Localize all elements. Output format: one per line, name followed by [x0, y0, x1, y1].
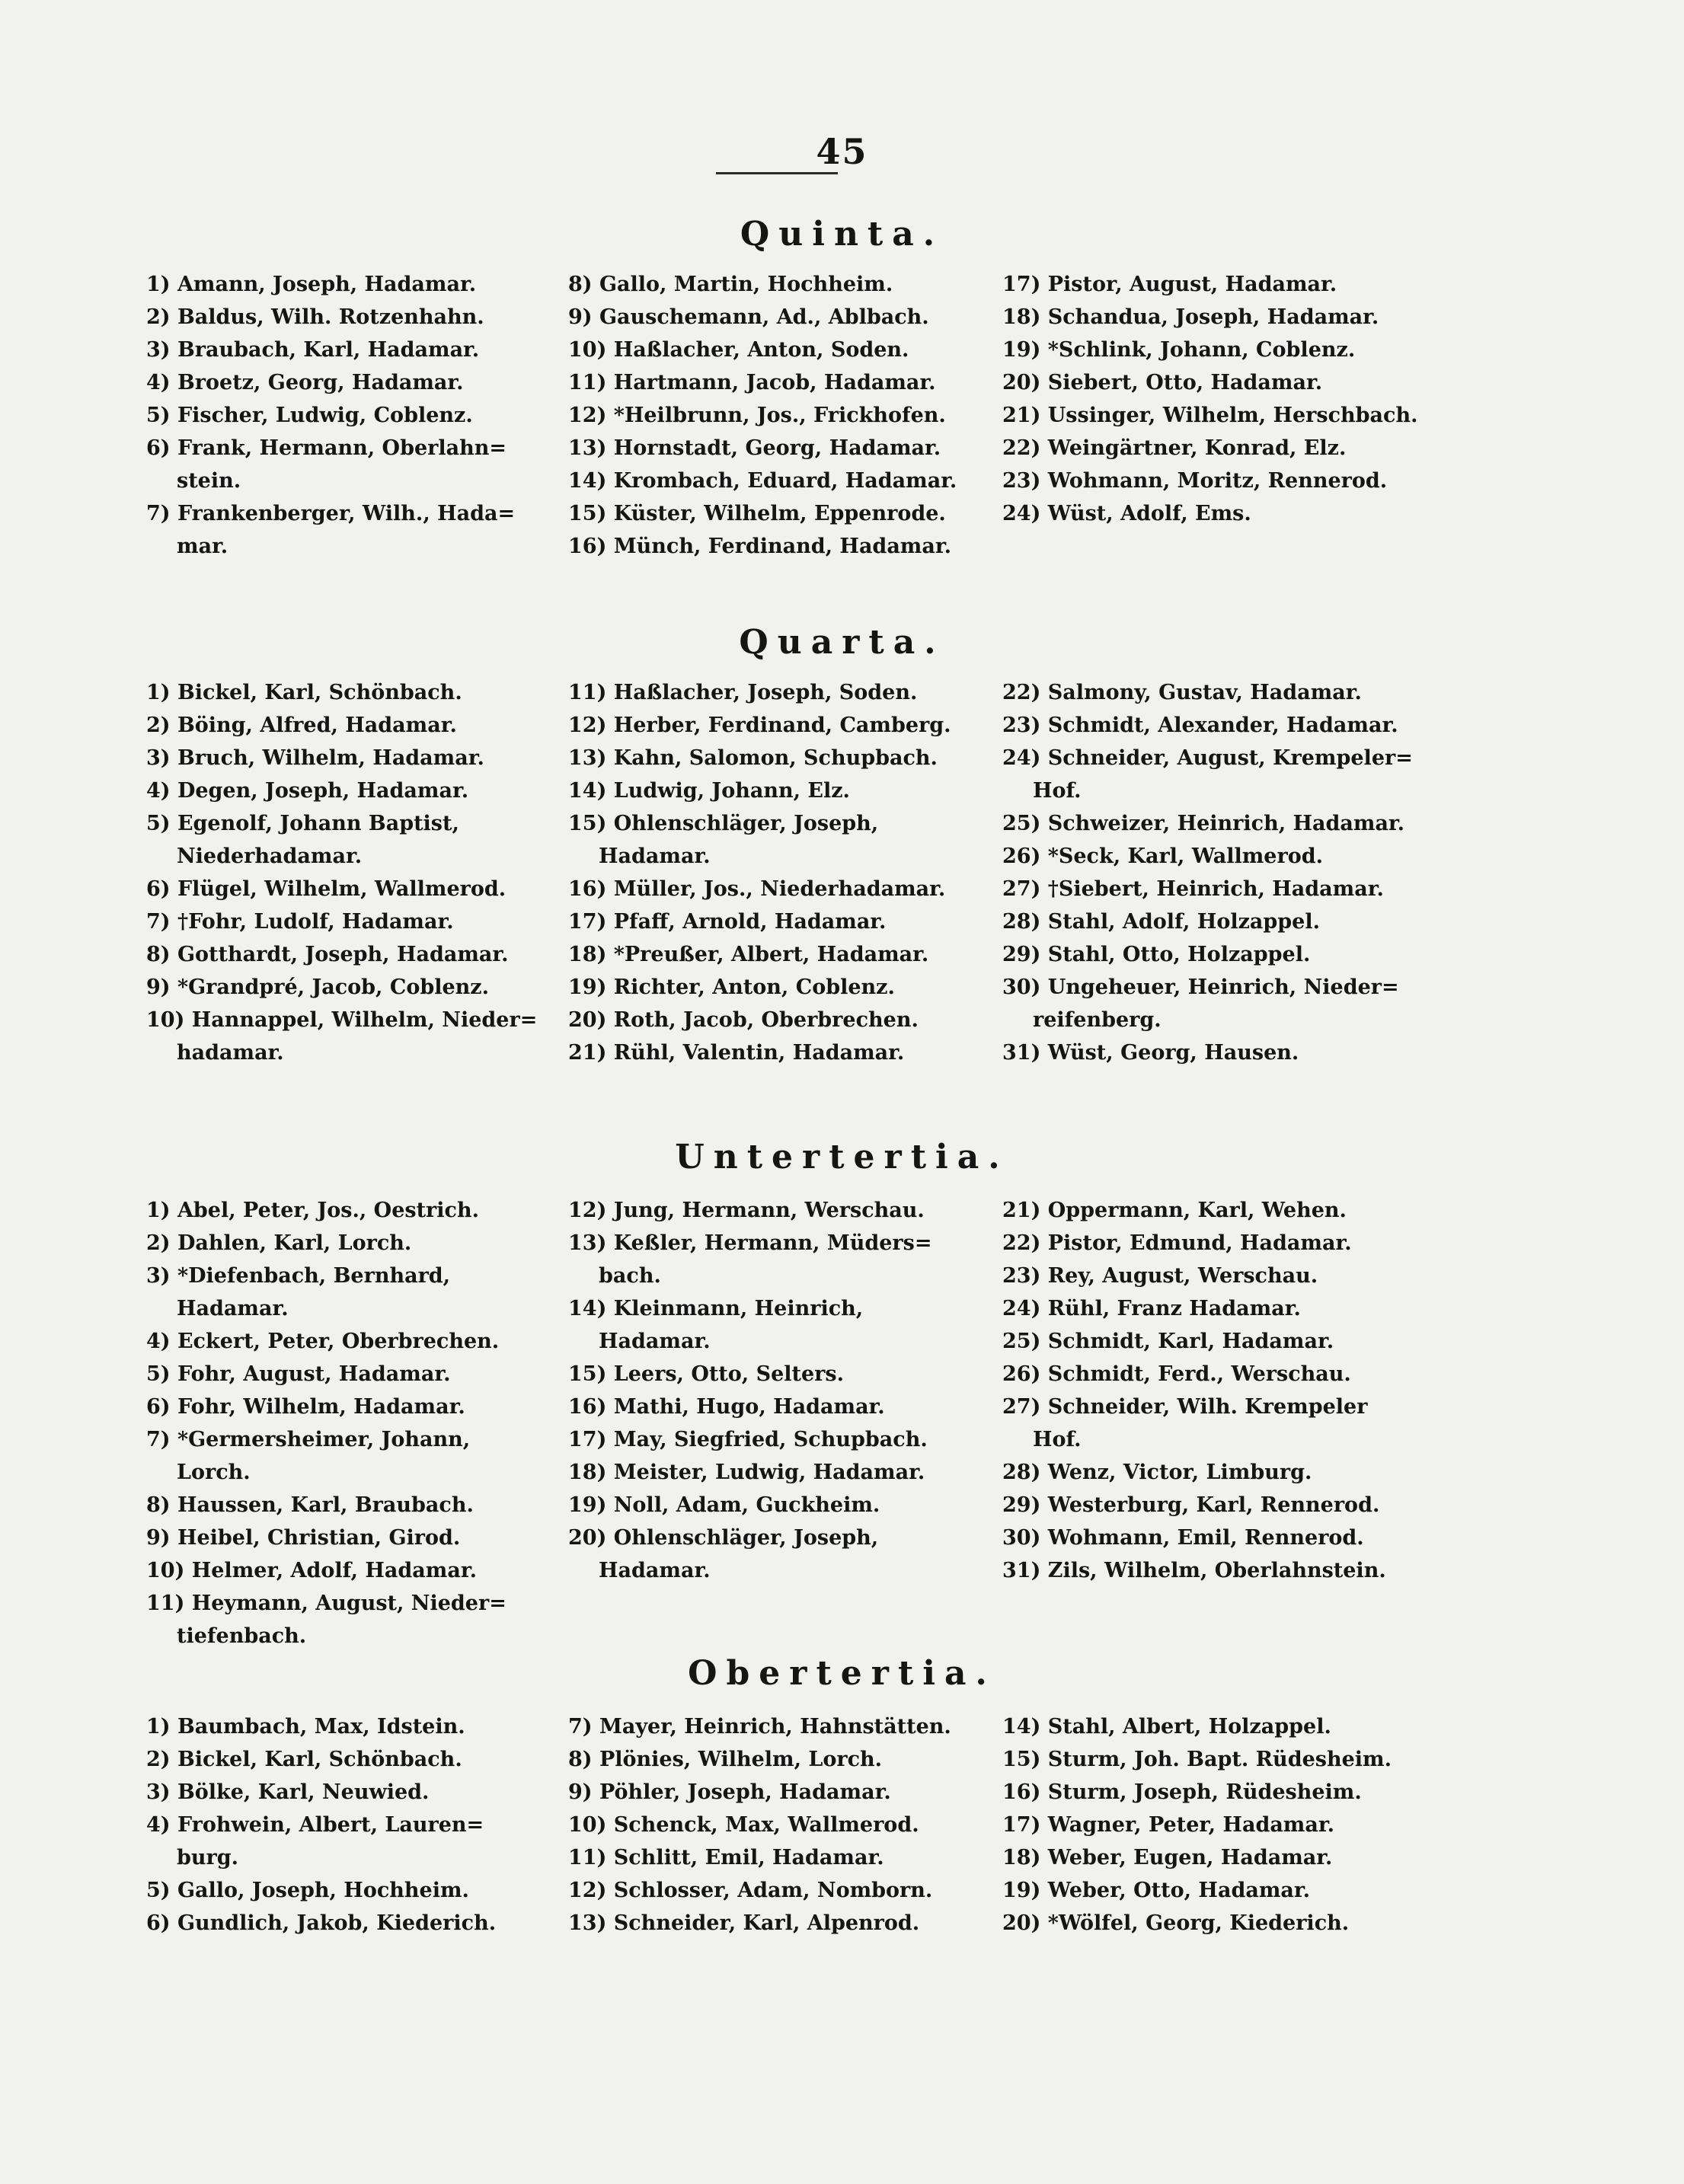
list-item: 31) Zils, Wilhelm, Oberlahnstein.: [1002, 1559, 1386, 1582]
list-item: 30) Ungeheuer, Heinrich, Nieder=: [1002, 975, 1399, 999]
list-item: 16) Mathi, Hugo, Hadamar.: [568, 1395, 885, 1419]
list-item-continuation: Lorch.: [177, 1461, 251, 1484]
list-item: 3) *Diefenbach, Bernhard,: [146, 1264, 451, 1288]
list-item: 26) Schmidt, Ferd., Werschau.: [1002, 1362, 1351, 1386]
list-item-continuation: reifenberg.: [1033, 1008, 1162, 1032]
list-item: 12) Schlosser, Adam, Nomborn.: [568, 1879, 933, 1902]
list-item: 15) Sturm, Joh. Bapt. Rüdesheim.: [1002, 1748, 1392, 1771]
list-item-continuation: burg.: [177, 1846, 239, 1869]
list-item: 28) Wenz, Victor, Limburg.: [1002, 1461, 1312, 1484]
list-item: 21) Oppermann, Karl, Wehen.: [1002, 1199, 1347, 1222]
list-item: 29) Westerburg, Karl, Rennerod.: [1002, 1493, 1380, 1517]
list-item: 14) Kleinmann, Heinrich,: [568, 1297, 864, 1320]
list-item: 5) Egenolf, Johann Baptist,: [146, 812, 459, 835]
list-item: 18) *Preußer, Albert, Hadamar.: [568, 943, 929, 966]
list-item: 4) Broetz, Georg, Hadamar.: [146, 371, 464, 394]
list-item: 26) *Seck, Karl, Wallmerod.: [1002, 845, 1323, 868]
list-item: 5) Gallo, Joseph, Hochheim.: [146, 1879, 469, 1902]
list-item: 17) May, Siegfried, Schupbach.: [568, 1428, 928, 1451]
list-item: 16) Sturm, Joseph, Rüdesheim.: [1002, 1780, 1362, 1804]
list-item: 11) Hartmann, Jacob, Hadamar.: [568, 371, 936, 394]
page-number: 45: [816, 131, 868, 172]
list-item-continuation: mar.: [177, 535, 228, 558]
list-item: 19) Richter, Anton, Coblenz.: [568, 975, 895, 999]
list-item-continuation: Niederhadamar.: [177, 845, 363, 868]
list-item: 12) Herber, Ferdinand, Camberg.: [568, 714, 951, 737]
obertertia-column-2: [565, 1710, 1022, 1940]
list-item: 16) Müller, Jos., Niederhadamar.: [568, 877, 946, 901]
list-item: 21) Ussinger, Wilhelm, Herschbach.: [1002, 404, 1418, 427]
untertertia-column-3: [999, 1194, 1456, 1587]
list-item-continuation: Hadamar.: [177, 1297, 289, 1320]
list-item-continuation: tiefenbach.: [177, 1624, 307, 1648]
list-item: 11) Schlitt, Emil, Hadamar.: [568, 1846, 884, 1869]
list-item: 1) Amann, Joseph, Hadamar.: [146, 273, 477, 296]
list-item-continuation: Hof.: [1033, 1428, 1082, 1451]
obertertia-column-3: [999, 1710, 1456, 1940]
list-item: 7) Frankenberger, Wilh., Hada=: [146, 502, 516, 525]
list-item: 23) Wohmann, Moritz, Rennerod.: [1002, 469, 1388, 493]
list-item: 9) Gauschemann, Ad., Ablbach.: [568, 305, 929, 329]
list-item: 9) Heibel, Christian, Girod.: [146, 1526, 461, 1550]
list-item: 27) Schneider, Wilh. Krempeler: [1002, 1395, 1368, 1419]
list-item: 30) Wohmann, Emil, Rennerod.: [1002, 1526, 1364, 1550]
list-item: 19) Weber, Otto, Hadamar.: [1002, 1879, 1311, 1902]
list-item: 7) †Fohr, Ludolf, Hadamar.: [146, 910, 454, 934]
list-item: 29) Stahl, Otto, Holzappel.: [1002, 943, 1311, 966]
list-item: 13) Keßler, Hermann, Müders=: [568, 1231, 932, 1255]
list-item: 24) Schneider, August, Krempeler=: [1002, 746, 1413, 770]
quarta-column-2: [565, 676, 1022, 1069]
list-item: 5) Fischer, Ludwig, Coblenz.: [146, 404, 473, 427]
list-item: 13) Kahn, Salomon, Schupbach.: [568, 746, 938, 770]
section-title-quinta: Quinta.: [740, 215, 944, 254]
untertertia-column-2: [565, 1194, 1022, 1587]
list-item: 2) Dahlen, Karl, Lorch.: [146, 1231, 412, 1255]
list-item: 8) Gallo, Martin, Hochheim.: [568, 273, 893, 296]
list-item: 4) Degen, Joseph, Hadamar.: [146, 779, 469, 803]
list-item: 15) Küster, Wilhelm, Eppenrode.: [568, 502, 946, 525]
list-item: 22) Salmony, Gustav, Hadamar.: [1002, 681, 1362, 704]
list-item: 10) Schenck, Max, Wallmerod.: [568, 1813, 919, 1837]
list-item: 15) Ohlenschläger, Joseph,: [568, 812, 879, 835]
list-item: 20) Ohlenschläger, Joseph,: [568, 1526, 879, 1550]
list-item: 14) Stahl, Albert, Holzappel.: [1002, 1715, 1331, 1739]
list-item: 10) Helmer, Adolf, Hadamar.: [146, 1559, 478, 1582]
list-item: 12) *Heilbrunn, Jos., Frickhofen.: [568, 404, 946, 427]
list-item-continuation: Hadamar.: [599, 1559, 711, 1582]
list-item: 24) Wüst, Adolf, Ems.: [1002, 502, 1251, 525]
list-item: 3) Bölke, Karl, Neuwied.: [146, 1780, 430, 1804]
list-item: 1) Baumbach, Max, Idstein.: [146, 1715, 465, 1739]
list-item: 11) Haßlacher, Joseph, Soden.: [568, 681, 918, 704]
list-item: 6) Gundlich, Jakob, Kiederich.: [146, 1911, 497, 1935]
list-item: 25) Schmidt, Karl, Hadamar.: [1002, 1330, 1334, 1353]
list-item: 10) Haßlacher, Anton, Soden.: [568, 338, 909, 362]
list-item: 17) Wagner, Peter, Hadamar.: [1002, 1813, 1335, 1837]
list-item: 22) Weingärtner, Konrad, Elz.: [1002, 436, 1347, 460]
list-item: 18) Meister, Ludwig, Hadamar.: [568, 1461, 925, 1484]
list-item: 20) *Wölfel, Georg, Kiederich.: [1002, 1911, 1350, 1935]
list-item: 2) Bickel, Karl, Schönbach.: [146, 1748, 462, 1771]
list-item: 3) Bruch, Wilhelm, Hadamar.: [146, 746, 484, 770]
list-item: 24) Rühl, Franz Hadamar.: [1002, 1297, 1301, 1320]
list-item: 4) Frohwein, Albert, Lauren=: [146, 1813, 484, 1837]
list-item: 4) Eckert, Peter, Oberbrechen.: [146, 1330, 500, 1353]
quinta-column-2: [565, 268, 1022, 563]
list-item-continuation: stein.: [177, 469, 241, 493]
section-title-untertertia: Untertertia.: [675, 1138, 1009, 1177]
list-item: 6) Frank, Hermann, Oberlahn=: [146, 436, 506, 460]
list-item: 31) Wüst, Georg, Hausen.: [1002, 1041, 1299, 1065]
section-title-obertertia: Obertertia.: [688, 1654, 996, 1693]
list-item: 10) Hannappel, Wilhelm, Nieder=: [146, 1008, 538, 1032]
list-item: 20) Roth, Jacob, Oberbrechen.: [568, 1008, 919, 1032]
list-item: 6) Flügel, Wilhelm, Wallmerod.: [146, 877, 506, 901]
list-item: 2) Böing, Alfred, Hadamar.: [146, 714, 457, 737]
list-item-continuation: Hof.: [1033, 779, 1082, 803]
list-item: 2) Baldus, Wilh. Rotzenhahn.: [146, 305, 484, 329]
list-item-continuation: bach.: [599, 1264, 661, 1288]
obertertia-column-1: [143, 1710, 600, 1940]
list-item: 25) Schweizer, Heinrich, Hadamar.: [1002, 812, 1405, 835]
list-item: 9) Pöhler, Joseph, Hadamar.: [568, 1780, 891, 1804]
list-item: 22) Pistor, Edmund, Hadamar.: [1002, 1231, 1352, 1255]
list-item: 3) Braubach, Karl, Hadamar.: [146, 338, 480, 362]
list-item: 1) Bickel, Karl, Schönbach.: [146, 681, 462, 704]
list-item: 18) Schandua, Joseph, Hadamar.: [1002, 305, 1379, 329]
quarta-column-3: [999, 676, 1456, 1069]
list-item-continuation: hadamar.: [177, 1041, 284, 1065]
list-item: 7) Mayer, Heinrich, Hahnstätten.: [568, 1715, 951, 1739]
list-item-continuation: Hadamar.: [599, 1330, 711, 1353]
list-item: 8) Haussen, Karl, Braubach.: [146, 1493, 474, 1517]
list-item: 14) Ludwig, Johann, Elz.: [568, 779, 850, 803]
list-item: 15) Leers, Otto, Selters.: [568, 1362, 844, 1386]
list-item: 16) Münch, Ferdinand, Hadamar.: [568, 535, 952, 558]
quinta-column-3: [999, 268, 1456, 530]
list-item: 14) Krombach, Eduard, Hadamar.: [568, 469, 957, 493]
list-item: 8) Plönies, Wilhelm, Lorch.: [568, 1748, 883, 1771]
page-number-rule: [716, 172, 838, 174]
list-item: 20) Siebert, Otto, Hadamar.: [1002, 371, 1323, 394]
list-item: 11) Heymann, August, Nieder=: [146, 1592, 506, 1615]
quarta-column-1: [143, 676, 600, 1069]
list-item: 18) Weber, Eugen, Hadamar.: [1002, 1846, 1333, 1869]
list-item: 17) Pistor, August, Hadamar.: [1002, 273, 1337, 296]
list-item: 23) Rey, August, Werschau.: [1002, 1264, 1318, 1288]
list-item: 13) Hornstadt, Georg, Hadamar.: [568, 436, 941, 460]
list-item: 9) *Grandpré, Jacob, Coblenz.: [146, 975, 490, 999]
untertertia-column-1: [143, 1194, 600, 1652]
list-item: 19) Noll, Adam, Guckheim.: [568, 1493, 880, 1517]
list-item: 8) Gotthardt, Joseph, Hadamar.: [146, 943, 509, 966]
list-item: 1) Abel, Peter, Jos., Oestrich.: [146, 1199, 479, 1222]
section-title-quarta: Quarta.: [739, 623, 945, 662]
list-item: 19) *Schlink, Johann, Coblenz.: [1002, 338, 1356, 362]
list-item: 12) Jung, Hermann, Werschau.: [568, 1199, 925, 1222]
list-item: 6) Fohr, Wilhelm, Hadamar.: [146, 1395, 465, 1419]
list-item: 13) Schneider, Karl, Alpenrod.: [568, 1911, 920, 1935]
list-item: 17) Pfaff, Arnold, Hadamar.: [568, 910, 887, 934]
list-item: 21) Rühl, Valentin, Hadamar.: [568, 1041, 905, 1065]
list-item: 23) Schmidt, Alexander, Hadamar.: [1002, 714, 1398, 737]
list-item: 28) Stahl, Adolf, Holzappel.: [1002, 910, 1321, 934]
list-item: 7) *Germersheimer, Johann,: [146, 1428, 471, 1451]
list-item-continuation: Hadamar.: [599, 845, 711, 868]
list-item: 27) †Siebert, Heinrich, Hadamar.: [1002, 877, 1384, 901]
quinta-column-1: [143, 268, 600, 563]
list-item: 5) Fohr, August, Hadamar.: [146, 1362, 451, 1386]
